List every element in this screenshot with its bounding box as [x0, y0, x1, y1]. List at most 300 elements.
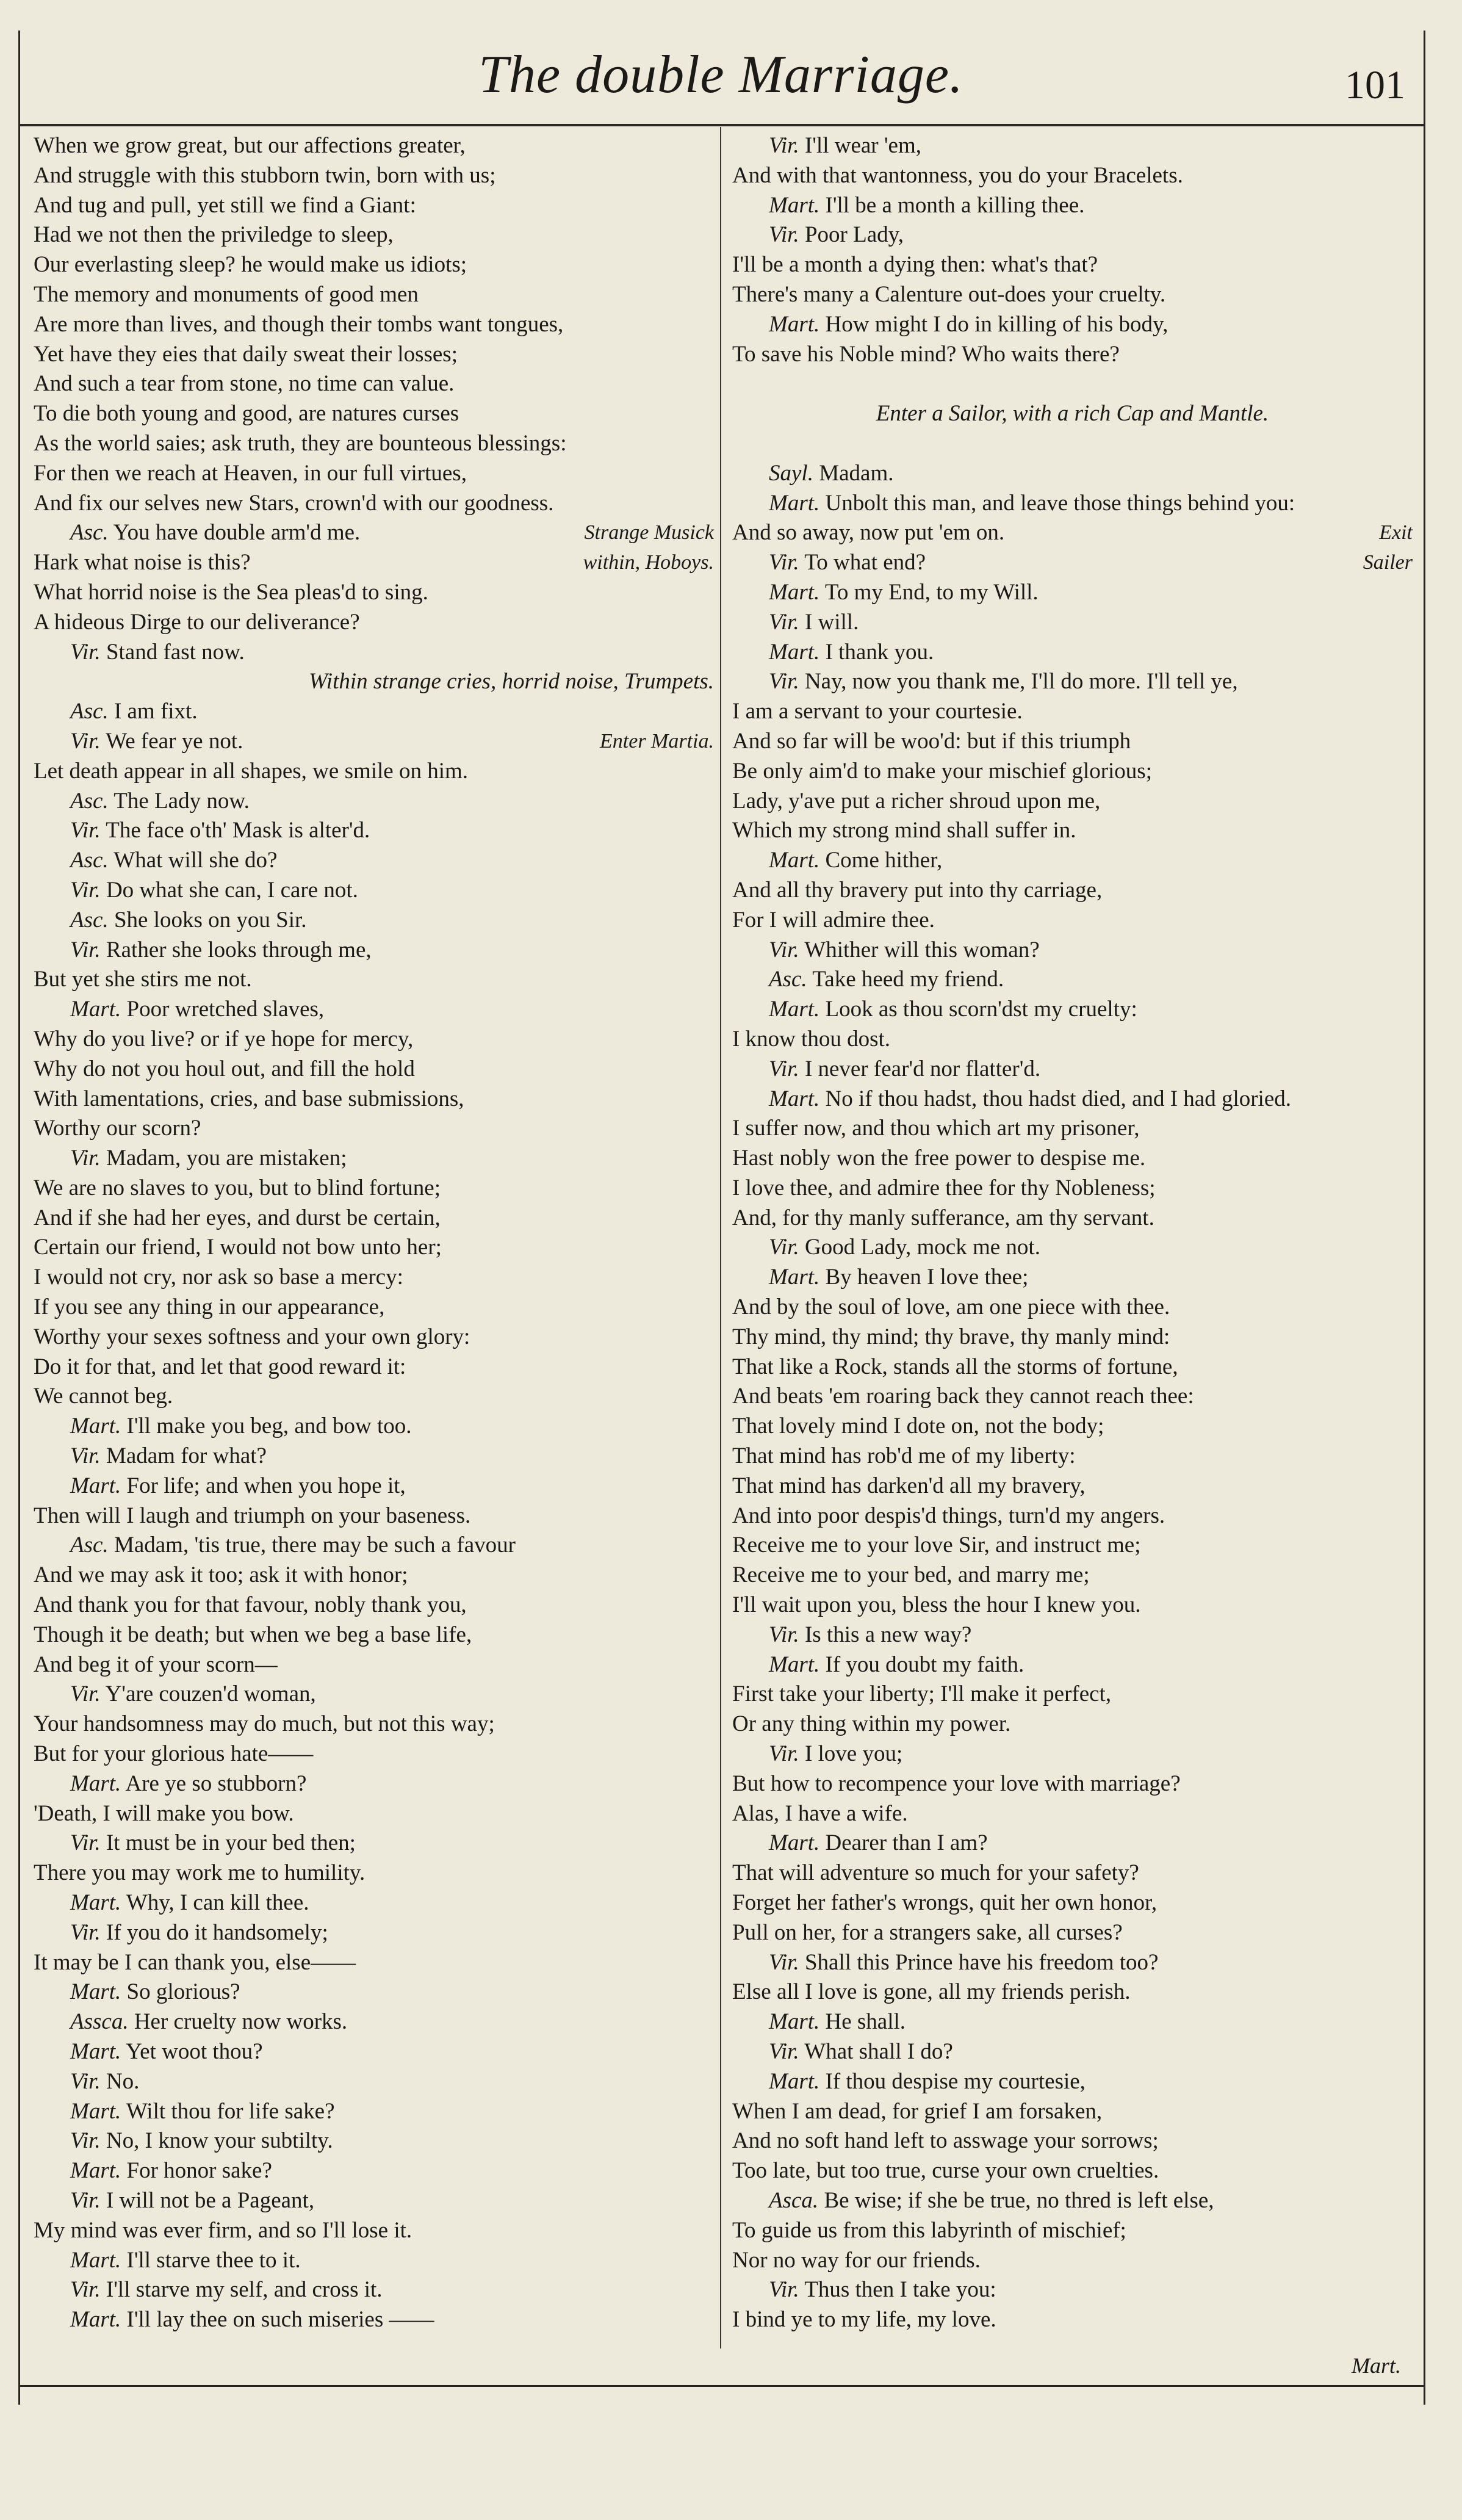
text-line	[732, 1739, 1413, 1769]
speaker-name: Vir.	[769, 1056, 799, 1081]
verse-text: If you see any thing in our appearance,	[34, 1294, 385, 1320]
text-line	[34, 2246, 714, 2276]
verse-text: How might I do in killing of his body,	[825, 311, 1169, 337]
verse-text: Worthy our scorn?	[34, 1116, 201, 1141]
text-line	[34, 489, 714, 519]
verse-text: There's many a Calenture out-does your cruelty.	[732, 281, 1166, 307]
speaker-name: Vir.	[769, 2277, 799, 2303]
text-line	[34, 399, 714, 429]
text-line	[732, 1144, 1413, 1174]
verse-text: The memory and monuments of good men	[34, 281, 419, 307]
speaker-name: Mart.	[769, 192, 820, 218]
text-line	[732, 1263, 1413, 1293]
verse-text: I never fear'd nor flatter'd.	[804, 1056, 1041, 1081]
text-line	[732, 310, 1413, 340]
verse-text: Too late, but too true, curse your own cruelties.	[732, 2158, 1159, 2184]
text-line	[732, 220, 1413, 250]
text-line	[34, 1114, 714, 1144]
speaker-name: Mart.	[769, 1830, 820, 1856]
text-line	[34, 1412, 714, 1442]
verse-text: I know thou dost.	[732, 1026, 890, 1052]
text-line	[732, 608, 1413, 638]
verse-text: And beg it of your scorn—	[34, 1652, 278, 1677]
text-line	[732, 2305, 1413, 2335]
verse-text: Madam, 'tis true, there may be such a favour	[113, 1533, 516, 1558]
text-line	[732, 1977, 1413, 2007]
speaker-name: Vir.	[70, 1830, 101, 1856]
verse-text: The face o'th' Mask is alter'd.	[106, 818, 370, 843]
speaker-name: Asc.	[70, 907, 109, 933]
speaker-name: Vir.	[70, 818, 101, 843]
speaker-name: Vir.	[70, 639, 101, 665]
speaker-name: Mart.	[70, 2158, 121, 2184]
verse-text: We are no slaves to you, but to blind fortune;	[34, 1175, 441, 1200]
verse-text: I am a servant to your courtesie.	[732, 699, 1023, 724]
text-line	[732, 1025, 1413, 1055]
text-line	[34, 2305, 714, 2335]
speaker-name: Mart.	[70, 1979, 121, 2005]
text-line	[732, 131, 1413, 161]
text-line	[34, 2097, 714, 2127]
text-line	[732, 1799, 1413, 1829]
marginal-stage-direction: Enter Martia.	[600, 729, 714, 753]
speaker-name: Vir.	[769, 937, 799, 962]
text-line	[732, 2067, 1413, 2097]
text-line	[732, 1501, 1413, 1531]
marginal-stage-direction: Sailer	[1363, 551, 1413, 574]
speaker-name: Vir.	[70, 877, 101, 903]
verse-text: With lamentations, cries, and base submissions,	[34, 1086, 464, 1111]
verse-text: First take your liberty; I'll make it perfect,	[732, 1681, 1112, 1707]
text-line	[732, 1769, 1413, 1799]
verse-text: But for your glorious hate——	[34, 1741, 314, 1767]
verse-text: I'll starve my self, and cross it.	[106, 2277, 383, 2303]
speaker-name: Sayl.	[769, 460, 813, 486]
text-line	[732, 816, 1413, 846]
verse-text: Our everlasting sleep? he would make us idiots;	[34, 252, 467, 278]
verse-text: You have double arm'd me.	[113, 520, 361, 546]
speaker-name: Vir.	[769, 609, 799, 635]
verse-text: Poor Lady,	[804, 222, 904, 248]
text-line	[34, 250, 714, 280]
text-line	[732, 1471, 1413, 1501]
speaker-name: Mart.	[769, 639, 820, 665]
verse-text: And fix our selves new Stars, crown'd with our goodness.	[34, 490, 554, 516]
speaker-name: Mart.	[70, 2039, 121, 2064]
verse-text: I would not cry, nor ask so base a mercy:	[34, 1265, 403, 1290]
speaker-name: Mart.	[769, 490, 820, 516]
speaker-name: Mart.	[769, 579, 820, 605]
speaker-name: Asc.	[70, 848, 109, 873]
text-line	[732, 2156, 1413, 2186]
verse-text: And we may ask it too; ask it with honor;	[34, 1562, 408, 1588]
verse-text: To guide us from this labyrinth of mischief;	[732, 2217, 1126, 2243]
verse-text: He shall.	[825, 2009, 906, 2035]
text-line	[34, 757, 714, 787]
header-rule	[18, 124, 1424, 126]
text-line	[34, 191, 714, 221]
text-line	[732, 2007, 1413, 2037]
text-line	[732, 1561, 1413, 1590]
verse-text: I suffer now, and thou which art my prisoner,	[732, 1116, 1140, 1141]
verse-text: And, for thy manly sufferance, am thy servant.	[732, 1205, 1154, 1230]
verse-text: Wilt thou for life sake?	[126, 2098, 335, 2124]
speaker-name: Mart.	[70, 1473, 121, 1498]
text-line	[732, 638, 1413, 668]
verse-text: If you do it handsomely;	[106, 1919, 328, 1945]
verse-text: For then we reach at Heaven, in our full virtues,	[34, 460, 467, 486]
verse-text: Do what she can, I care not.	[106, 877, 358, 903]
verse-text: Receive me to your bed, and marry me;	[732, 1562, 1090, 1588]
text-line	[34, 1590, 714, 1620]
verse-text: Come hither,	[825, 848, 943, 873]
running-head	[18, 31, 1424, 125]
verse-text: No, I know your subtilty.	[106, 2128, 333, 2154]
verse-text: Yet have they eies that daily sweat their losses;	[34, 341, 458, 367]
verse-text: There you may work me to humility.	[34, 1860, 366, 1886]
verse-text: Worthy your sexes softness and your own glory:	[34, 1324, 470, 1349]
text-line	[34, 1858, 714, 1888]
verse-text: That like a Rock, stands all the storms of fortune,	[732, 1354, 1178, 1379]
text-line	[34, 429, 714, 459]
verse-text: Your handsomness may do much, but not this way;	[34, 1711, 495, 1737]
verse-text: I'll be a month a killing thee.	[825, 192, 1085, 218]
verse-text: Madam, you are mistaken;	[106, 1146, 347, 1171]
text-line	[34, 1620, 714, 1650]
text-line	[34, 638, 714, 668]
speaker-name: Asca.	[769, 2187, 819, 2213]
text-line	[732, 1858, 1413, 1888]
verse-text: When I am dead, for grief I am forsaken,	[732, 2098, 1103, 2124]
speaker-name: Asc.	[70, 520, 109, 546]
text-line	[732, 2126, 1413, 2156]
text-line	[34, 608, 714, 638]
catchword: Mart.	[1352, 2353, 1401, 2378]
speaker-name: Mart.	[769, 311, 820, 337]
speaker-name: Vir.	[769, 2039, 799, 2064]
verse-text: Whither will this woman?	[804, 937, 1040, 962]
verse-text: For honor sake?	[126, 2158, 272, 2184]
verse-text: That mind has darken'd all my bravery,	[732, 1473, 1086, 1498]
verse-text: Is this a new way?	[804, 1622, 972, 1647]
text-line	[732, 1174, 1413, 1204]
text-line	[732, 459, 1413, 489]
speaker-name: Vir.	[769, 1235, 799, 1260]
text-line	[732, 906, 1413, 936]
text-line	[34, 1293, 714, 1323]
text-line	[34, 1085, 714, 1114]
verse-text: Why, I can kill thee.	[126, 1890, 309, 1916]
verse-text: Are ye so stubborn?	[125, 1771, 307, 1796]
verse-text: Madam for what?	[106, 1443, 267, 1469]
verse-text: No.	[106, 2068, 140, 2094]
verse-text: Good Lady, mock me not.	[804, 1235, 1040, 1260]
verse-text: That mind has rob'd me of my liberty:	[732, 1443, 1076, 1469]
stage-direction: Within strange cries, horrid noise, Trumpets.	[309, 669, 714, 695]
text-line	[34, 578, 714, 608]
text-line	[732, 2246, 1413, 2276]
verse-text: Forget her father's wrongs, quit her own honor,	[732, 1890, 1158, 1916]
verse-text: To my End, to my Will.	[824, 579, 1039, 605]
verse-text: For life; and when you hope it,	[126, 1473, 406, 1498]
verse-text: When we grow great, but our affections greater,	[34, 133, 466, 158]
text-line	[732, 161, 1413, 191]
speaker-name: Vir.	[70, 2277, 101, 2303]
text-line	[34, 131, 714, 161]
verse-text: As the world saies; ask truth, they are bounteous blessings:	[34, 430, 567, 456]
verse-text: What shall I do?	[804, 2039, 953, 2064]
verse-text: Receive me to your love Sir, and instruct me;	[732, 1533, 1141, 1558]
speaker-name: Mart.	[70, 1890, 121, 1916]
text-line	[732, 1829, 1413, 1858]
text-line	[732, 578, 1413, 608]
text-line	[34, 310, 714, 340]
speaker-name: Vir.	[70, 1681, 101, 1707]
verse-text: To die both young and good, are natures curses	[34, 401, 459, 427]
text-line	[34, 2156, 714, 2186]
verse-text: But how to recompence your love with marriage?	[732, 1771, 1181, 1796]
verse-text: Why do you live? or if ye hope for mercy,	[34, 1026, 414, 1052]
verse-text: Her cruelty now works.	[134, 2009, 348, 2035]
text-line	[732, 1204, 1413, 1233]
text-line	[34, 1263, 714, 1293]
verse-text: We cannot beg.	[34, 1384, 173, 1409]
right-column	[732, 131, 1413, 2335]
speaker-name: Asc.	[70, 699, 109, 724]
text-line	[732, 1085, 1413, 1114]
speaker-name: Mart.	[769, 1265, 820, 1290]
verse-text: I am fixt.	[113, 699, 198, 724]
text-line	[732, 2275, 1413, 2305]
text-line	[732, 548, 1413, 578]
verse-text: Y'are couzen'd woman,	[105, 1681, 316, 1707]
spacer	[732, 369, 1413, 399]
text-line	[34, 1948, 714, 1978]
text-line	[34, 2216, 714, 2246]
text-line	[34, 2275, 714, 2305]
verse-text: And such a tear from stone, no time can value.	[34, 371, 455, 397]
footer-rule	[18, 2385, 1424, 2387]
text-line	[34, 1323, 714, 1352]
verse-text: Had we not then the priviledge to sleep,	[34, 222, 394, 248]
speaker-name: Vir.	[769, 1949, 799, 1975]
verse-text: I'll starve thee to it.	[126, 2247, 301, 2273]
verse-text: Nay, now you thank me, I'll do more. I'll tell ye,	[804, 669, 1238, 695]
verse-text: The Lady now.	[113, 788, 250, 814]
speaker-name: Mart.	[70, 2098, 121, 2124]
text-line	[34, 995, 714, 1025]
verse-text: I love you;	[804, 1741, 903, 1767]
speaker-name: Vir.	[769, 133, 799, 158]
verse-text: It may be I can thank you, else——	[34, 1949, 356, 1975]
text-line	[34, 1829, 714, 1858]
text-line	[34, 876, 714, 906]
verse-text: I'll be a month a dying then: what's that?	[732, 252, 1098, 278]
verse-text: If thou despise my courtesie,	[825, 2068, 1086, 2094]
speaker-name: Vir.	[70, 937, 101, 962]
verse-text: Pull on her, for a strangers sake, all curses?	[732, 1919, 1123, 1945]
text-line	[34, 1382, 714, 1412]
verse-text: Hark what noise is this?	[34, 550, 251, 576]
verse-text: Hast nobly won the free power to despise me.	[732, 1146, 1146, 1171]
text-line	[34, 2037, 714, 2067]
verse-text: 'Death, I will make you bow.	[34, 1800, 294, 1826]
verse-text: And struggle with this stubborn twin, born with us;	[34, 162, 496, 188]
text-line	[34, 846, 714, 876]
verse-text: And by the soul of love, am one piece with thee.	[732, 1294, 1170, 1320]
verse-text: And so far will be woo'd: but if this triumph	[732, 728, 1131, 754]
verse-text: Poor wretched slaves,	[126, 997, 325, 1022]
text-line	[34, 2186, 714, 2216]
text-line	[34, 1531, 714, 1561]
verse-text: Are more than lives, and though their tombs want tongues,	[34, 311, 564, 337]
verse-text: Or any thing within my power.	[732, 1711, 1011, 1737]
text-line	[732, 191, 1413, 221]
text-line	[732, 727, 1413, 757]
speaker-name: Mart.	[769, 1652, 820, 1677]
speaker-name: Vir.	[769, 222, 799, 248]
verse-text: Be wise; if she be true, no thred is left else,	[824, 2187, 1214, 2213]
verse-text: So glorious?	[126, 1979, 240, 2005]
speaker-name: Asc.	[70, 1533, 109, 1558]
speaker-name: Vir.	[769, 669, 799, 695]
speaker-name: Asc.	[769, 967, 807, 992]
text-line	[732, 1293, 1413, 1323]
text-line	[732, 1888, 1413, 1918]
text-line	[34, 697, 714, 727]
verse-text: Why do not you houl out, and fill the hold	[34, 1056, 415, 1081]
verse-text: I'll wear 'em,	[804, 133, 921, 158]
verse-text: And all thy bravery put into thy carriage,	[732, 877, 1103, 903]
text-line	[732, 2186, 1413, 2216]
text-line	[34, 1650, 714, 1680]
text-line	[34, 1352, 714, 1382]
text-line	[34, 1680, 714, 1709]
speaker-name: Mart.	[70, 1413, 121, 1439]
page-number: 101	[1345, 63, 1405, 107]
text-line	[732, 2037, 1413, 2067]
text-line	[34, 1144, 714, 1174]
speaker-name: Vir.	[70, 2128, 101, 2154]
verse-text: To save his Noble mind? Who waits there?	[732, 341, 1120, 367]
speaker-name: Mart.	[769, 848, 820, 873]
verse-text: Certain our friend, I would not bow unto her;	[34, 1235, 442, 1260]
verse-text: Nor no way for our friends.	[732, 2247, 981, 2273]
text-line	[34, 1561, 714, 1590]
text-line	[34, 787, 714, 817]
speaker-name: Vir.	[70, 2187, 101, 2213]
speaker-name: Mart.	[70, 997, 121, 1022]
verse-text: Take heed my friend.	[812, 967, 1004, 992]
text-line	[732, 965, 1413, 995]
speaker-name: Mart.	[769, 2068, 820, 2094]
verse-text: And with that wantonness, you do your Bracelets.	[732, 162, 1183, 188]
text-line	[34, 1233, 714, 1263]
text-line	[34, 1501, 714, 1531]
page-title: The double Marriage.	[478, 45, 963, 104]
verse-text: To what end?	[804, 550, 926, 576]
text-line	[732, 1650, 1413, 1680]
text-line	[34, 459, 714, 489]
verse-text: Though it be death; but when we beg a base life,	[34, 1622, 472, 1647]
text-line	[34, 1055, 714, 1085]
verse-text: Lady, y'ave put a richer shroud upon me,	[732, 788, 1101, 814]
marginal-stage-direction: Exit	[1379, 521, 1413, 544]
verse-text: A hideous Dirge to our deliverance?	[34, 609, 360, 635]
verse-text: Thy mind, thy mind; thy brave, thy manly mind:	[732, 1324, 1170, 1349]
speaker-name: Vir.	[70, 2068, 101, 2094]
text-line	[732, 2216, 1413, 2246]
text-line	[732, 1531, 1413, 1561]
text-line	[34, 280, 714, 310]
speaker-name: Mart.	[769, 1086, 820, 1111]
text-line	[732, 1352, 1413, 1382]
verse-text: Do it for that, and let that good reward it:	[34, 1354, 406, 1379]
verse-text: I will not be a Pageant,	[106, 2187, 315, 2213]
text-line	[732, 1114, 1413, 1144]
speaker-name: Mart.	[70, 2307, 121, 2333]
text-line	[34, 340, 714, 370]
verse-text: For I will admire thee.	[732, 907, 935, 933]
text-line	[732, 518, 1413, 548]
text-line	[34, 965, 714, 995]
text-line	[34, 518, 714, 548]
verse-text: I'll wait upon you, bless the hour I knew you.	[732, 1592, 1141, 1618]
speaker-name: Mart.	[70, 1771, 121, 1796]
text-line	[732, 1918, 1413, 1948]
text-line	[34, 1471, 714, 1501]
verse-text: Then will I laugh and triumph on your baseness.	[34, 1503, 471, 1528]
verse-text: Shall this Prince have his freedom too?	[804, 1949, 1159, 1975]
verse-text: What horrid noise is the Sea pleas'd to sing.	[34, 579, 428, 605]
text-line	[732, 876, 1413, 906]
verse-text: Else all I love is gone, all my friends perish.	[732, 1979, 1131, 2005]
verse-text: That lovely mind I dote on, not the body;	[732, 1413, 1104, 1439]
text-line	[34, 220, 714, 250]
speaker-name: Vir.	[70, 1443, 101, 1469]
speaker-name: Vir.	[769, 550, 799, 576]
text-line	[34, 1918, 714, 1948]
text-line	[732, 1233, 1413, 1263]
speaker-name: Vir.	[70, 1146, 101, 1171]
text-line	[34, 1739, 714, 1769]
text-line	[732, 250, 1413, 280]
marginal-stage-direction: within, Hoboys.	[583, 551, 714, 574]
verse-text: She looks on you Sir.	[113, 907, 307, 933]
verse-text: I'll make you beg, and bow too.	[126, 1413, 412, 1439]
verse-text: And tug and pull, yet still we find a Giant:	[34, 192, 416, 218]
text-line	[732, 936, 1413, 966]
speaker-name: Asc.	[70, 788, 109, 814]
text-line	[34, 2007, 714, 2037]
text-line	[732, 1948, 1413, 1978]
verse-text: And no soft hand left to asswage your sorrows;	[732, 2128, 1159, 2154]
verse-text: That will adventure so much for your safety?	[732, 1860, 1139, 1886]
text-line	[34, 1977, 714, 2007]
text-line	[732, 667, 1413, 697]
text-line	[732, 489, 1413, 519]
verse-text: Alas, I have a wife.	[732, 1800, 908, 1826]
text-line	[732, 2097, 1413, 2127]
verse-text: And thank you for that favour, nobly thank you,	[34, 1592, 467, 1618]
text-line	[732, 1709, 1413, 1739]
speaker-name: Vir.	[769, 1622, 799, 1647]
verse-text: Rather she looks through me,	[106, 937, 372, 962]
verse-text: What will she do?	[113, 848, 278, 873]
verse-text: Look as thou scorn'dst my cruelty:	[825, 997, 1137, 1022]
verse-text: I'll lay thee on such miseries ——	[126, 2307, 434, 2333]
speaker-name: Assca.	[70, 2009, 129, 2035]
